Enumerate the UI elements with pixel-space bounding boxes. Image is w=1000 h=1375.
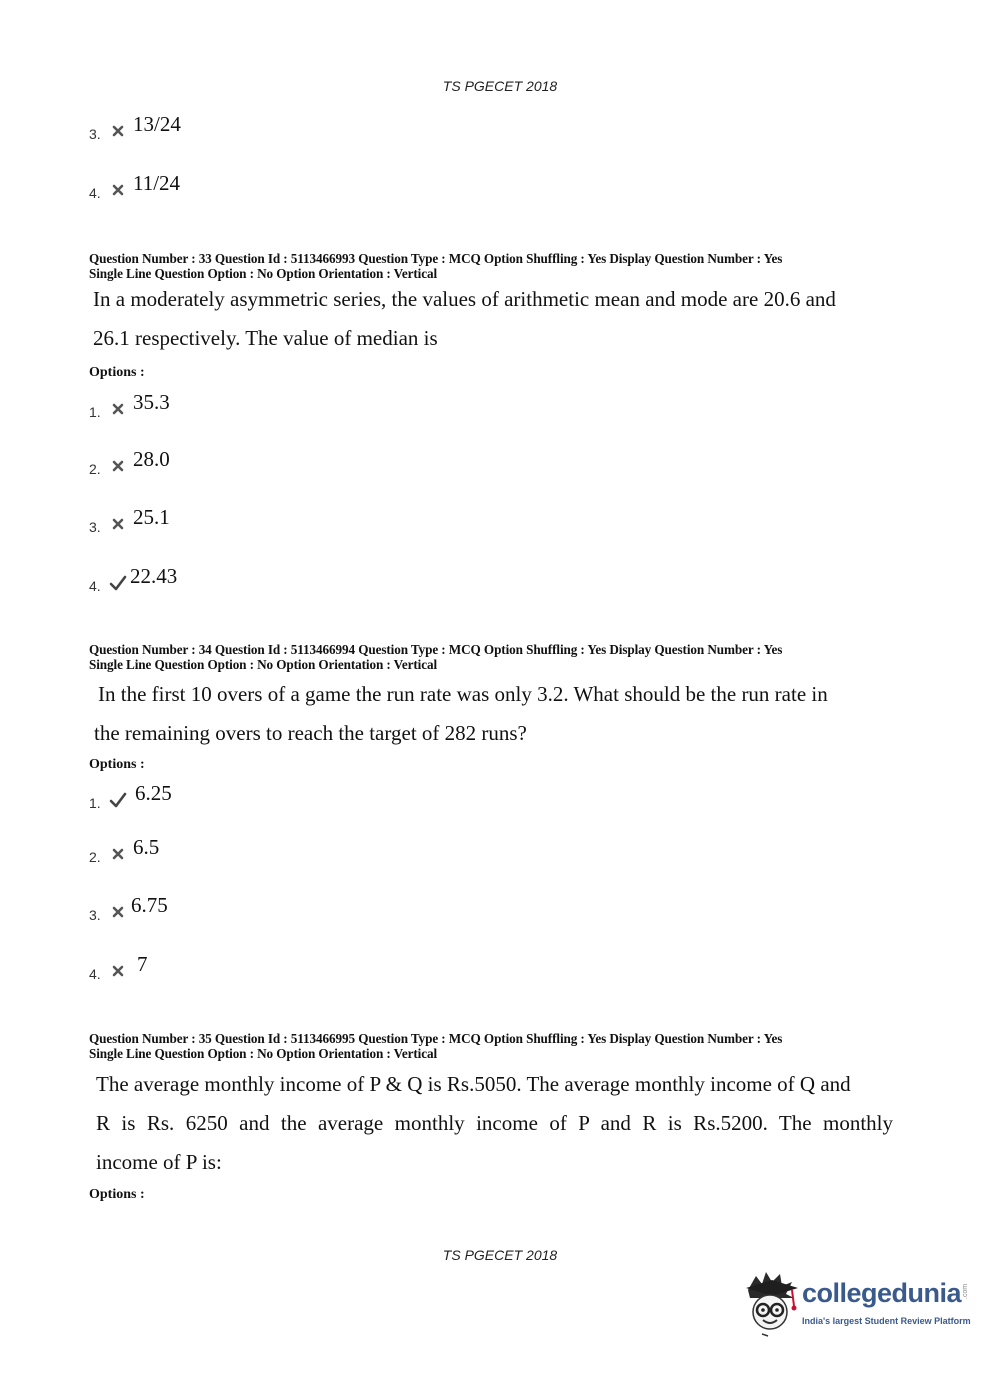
option-value: 13/24 xyxy=(133,112,181,136)
question-meta xyxy=(89,252,909,281)
page-footer: TS PGECET 2018 xyxy=(442,1247,558,1263)
question-text xyxy=(94,675,888,753)
question-meta-line: Single Line Question Option : No Option Orientation : Vertical xyxy=(89,1045,438,1061)
cross-icon xyxy=(109,903,127,921)
question-meta-line: Single Line Question Option : No Option Orientation : Vertical xyxy=(89,656,438,672)
logo-suffix: .com xyxy=(962,1283,970,1300)
option-value: 6.25 xyxy=(135,781,172,805)
question-meta-line: Question Number : 34 Question Id : 5113466994 Question Type : MCQ Option Shuffling : Yes Display Question Number : Yes xyxy=(89,642,783,657)
option-value: 22.43 xyxy=(130,564,178,588)
option-value: 7 xyxy=(137,952,148,976)
option-number: 4. xyxy=(89,578,101,594)
question-text xyxy=(93,280,883,358)
options-label: Options : xyxy=(89,757,145,772)
page-header: TS PGECET 2018 xyxy=(442,78,558,94)
question-text-line: income of P is: xyxy=(96,1150,222,1174)
question-text-line: R is Rs. 6250 and the average monthly income of P and R is Rs.5200. The monthly xyxy=(96,1111,893,1135)
cross-icon xyxy=(109,845,127,863)
option-number: 4. xyxy=(89,185,101,201)
cross-icon xyxy=(109,457,127,475)
option-value: 6.75 xyxy=(131,893,168,917)
collegedunia-logo xyxy=(742,1268,972,1340)
question-text-line: In the first 10 overs of a game the run rate was only 3.2. What should be the run rate in xyxy=(98,682,828,706)
options-label: Options : xyxy=(89,365,145,380)
option-number: 1. xyxy=(89,795,101,811)
option-number: 2. xyxy=(89,849,101,865)
question-text-line: 26.1 respectively. The value of median is xyxy=(93,326,438,350)
option-number: 4. xyxy=(89,966,101,982)
question-meta xyxy=(89,643,909,672)
mascot-icon xyxy=(742,1268,802,1340)
logo-wordmark: collegedunia xyxy=(802,1278,962,1308)
question-meta-line: Single Line Question Option : No Option Orientation : Vertical xyxy=(89,265,438,281)
option-number: 1. xyxy=(89,404,101,420)
option-number: 3. xyxy=(89,907,101,923)
question-text-line: the remaining overs to reach the target of 282 runs? xyxy=(94,721,527,745)
check-icon xyxy=(109,791,127,809)
option-number: 2. xyxy=(89,461,101,477)
question-text-line: The average monthly income of P & Q is Rs.5050. The average monthly income of Q and xyxy=(96,1072,851,1096)
option-value: 28.0 xyxy=(133,447,170,471)
cross-icon xyxy=(109,515,127,533)
option-value: 11/24 xyxy=(133,171,181,195)
option-value: 6.5 xyxy=(133,835,160,859)
cross-icon xyxy=(109,400,127,418)
cross-icon xyxy=(109,122,127,140)
option-value: 35.3 xyxy=(133,390,170,414)
option-number: 3. xyxy=(89,519,101,535)
logo-tagline: India's largest Student Review Platform xyxy=(802,1316,971,1326)
cross-icon xyxy=(109,962,127,980)
question-meta xyxy=(89,1032,909,1061)
options-label: Options : xyxy=(89,1187,145,1202)
question-meta-line: Question Number : 33 Question Id : 5113466993 Question Type : MCQ Option Shuffling : Yes Display Question Number : Yes xyxy=(89,251,783,266)
option-value: 25.1 xyxy=(133,505,170,529)
cross-icon xyxy=(109,181,127,199)
question-text xyxy=(96,1065,893,1182)
question-meta-line: Question Number : 35 Question Id : 5113466995 Question Type : MCQ Option Shuffling : Yes Display Question Number : Yes xyxy=(89,1031,783,1046)
check-icon xyxy=(109,574,127,592)
option-number: 3. xyxy=(89,126,101,142)
question-text-line: In a moderately asymmetric series, the values of arithmetic mean and mode are 20.6 and xyxy=(93,287,836,311)
